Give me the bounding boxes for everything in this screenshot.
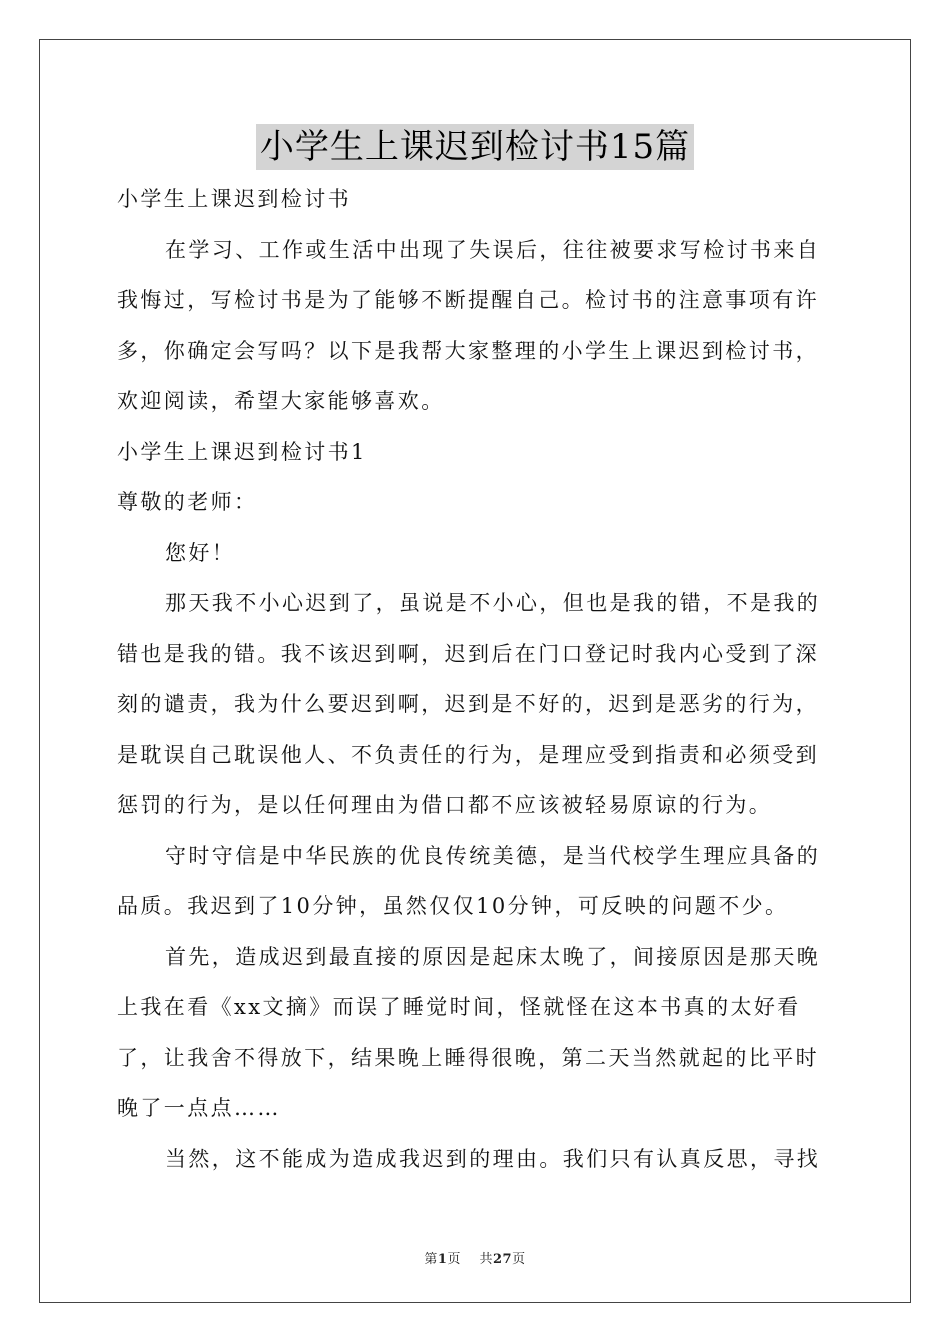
document-title: 小学生上课迟到检讨书15篇 — [256, 124, 694, 170]
body-line: 当然，这不能成为造成我迟到的理由。我们只有认真反思，寻找 — [165, 1146, 821, 1171]
body-line: 在学习、工作或生活中出现了失误后，往往被要求写检讨书来自 — [165, 237, 821, 262]
total-label-prefix: 共 — [479, 1252, 493, 1267]
title-container — [0, 124, 950, 170]
body-line: 多，你确定会写吗？以下是我帮大家整理的小学生上课迟到检讨书， — [117, 338, 819, 363]
salutation: 尊敬的老师： — [117, 490, 258, 514]
page-label-suffix: 页 — [447, 1252, 461, 1267]
section-heading: 小学生上课迟到检讨书1 — [117, 439, 367, 464]
page-label-prefix: 第 — [424, 1252, 438, 1267]
body-line: 首先，造成迟到最直接的原因是起床太晚了，间接原因是那天晚 — [165, 944, 821, 969]
body-line: 是耽误自己耽误他人、不负责任的行为，是理应受到指责和必须受到 — [117, 742, 819, 767]
page-footer — [0, 1248, 950, 1267]
body-line: 惩罚的行为，是以任何理由为借口都不应该被轻易原谅的行为。 — [117, 793, 773, 817]
greeting: 您好！ — [165, 540, 236, 565]
body-line: 欢迎阅读，希望大家能够喜欢。 — [117, 389, 445, 413]
document-body — [117, 176, 835, 1186]
body-line: 我悔过，写检讨书是为了能够不断提醒自己。检讨书的注意事项有许 — [117, 288, 819, 312]
body-line: 了，让我舍不得放下，结果晚上睡得很晚，第二天当然就起的比平时 — [117, 1045, 819, 1070]
body-line: 晚了一点点…… — [117, 1096, 281, 1120]
total-label-suffix: 页 — [512, 1252, 526, 1267]
body-line: 守时守信是中华民族的优良传统美德，是当代校学生理应具备的 — [165, 843, 821, 868]
current-page-number: 1 — [437, 1252, 448, 1267]
body-line: 那天我不小心迟到了，虽说是不小心，但也是我的错，不是我的 — [165, 591, 821, 615]
body-line: 错也是我的错。我不该迟到啊，迟到后在门口登记时我内心受到了深 — [117, 641, 819, 666]
body-line: 品质。我迟到了10分钟，虽然仅仅10分钟，可反映的问题不少。 — [117, 894, 789, 918]
body-line: 小学生上课迟到检讨书 — [117, 187, 351, 211]
total-pages-number: 27 — [493, 1252, 513, 1267]
body-line: 上我在看《xx文摘》而误了睡觉时间，怪就怪在这本书真的太好看 — [117, 995, 801, 1019]
body-line: 刻的谴责，我为什么要迟到啊，迟到是不好的，迟到是恶劣的行为， — [117, 692, 819, 716]
